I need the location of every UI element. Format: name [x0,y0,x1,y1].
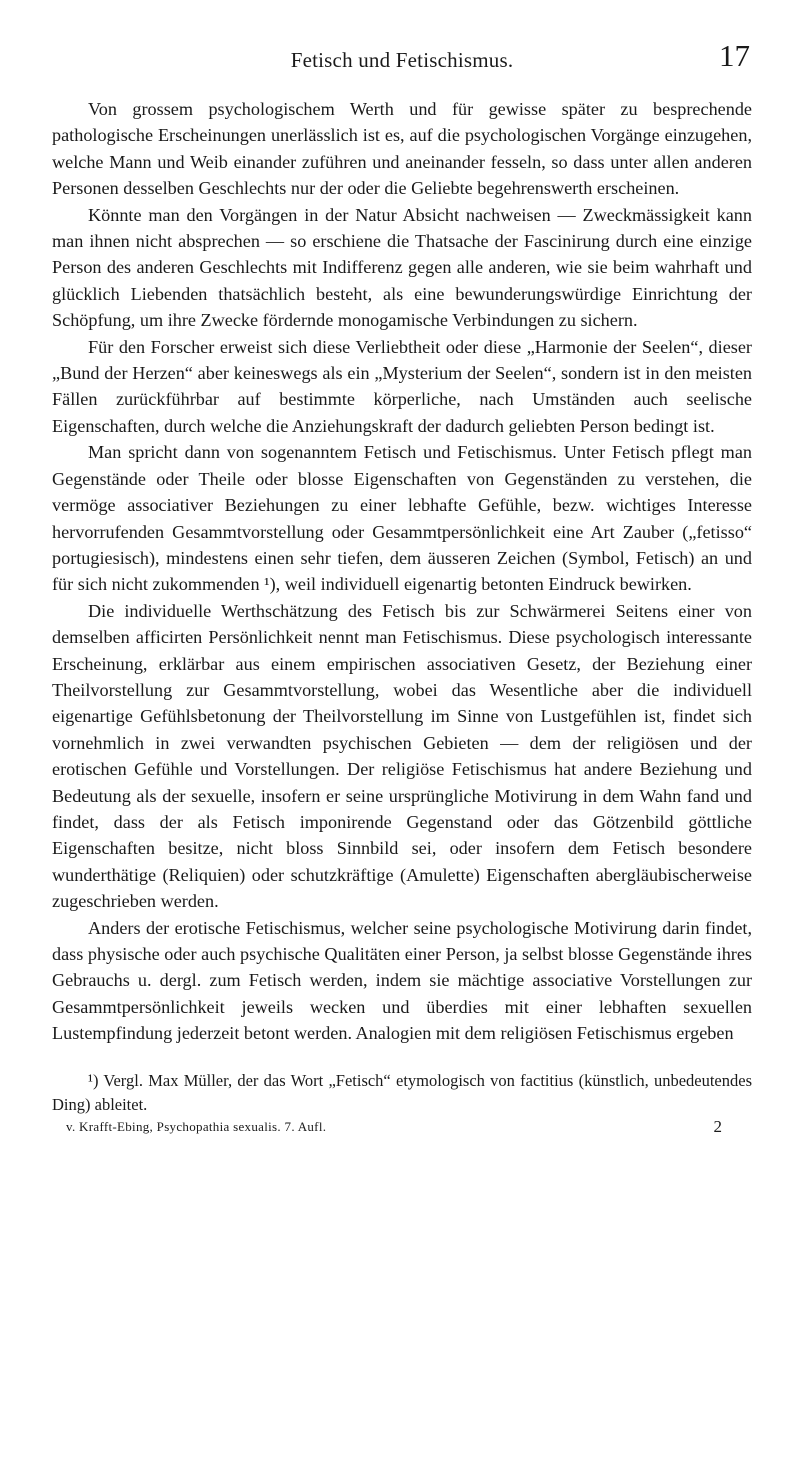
page-header [52,38,752,88]
paragraph: Könnte man den Vorgängen in der Natur Absicht nachweisen — Zweckmässigkeit kann man ihnen nicht absprechen — so erschiene die Thatsache der Fascinirung durch eine einzige Person des anderen Geschlechts mit Indifferenz gegen alle anderen, wie sie beim wahrhaft und glücklich Liebenden thatsächlich besteht, als eine bewunderungswürdige Einrichtung der Schöpfung, um ihre Zwecke fördernde monogamische Verbindungen zu sichern. [52,204,752,331]
paragraph: Man spricht dann von sogenanntem Fetisch und Fetischismus. Unter Fetisch pflegt man Gegenstände oder Theile oder blosse Eigenschaften von Gegenständen zu verstehen, die vermöge associativer Beziehungen zu einer lebhafte Gefühle, bezw. wichtiges Interesse hervorrufenden Gesammtvorstellung oder Gesammtpersönlichkeit eine Art Zauber („fetisso“ portugiesisch), mindestens einen sehr tiefen, dem äusseren Zeichen (Symbol, Fetisch) an und für sich nicht zukommenden ¹), weil individuell eigenartig betonten Eindruck bewirken. [52,442,752,595]
paragraph: Anders der erotische Fetischismus, welcher seine psychologische Motivirung darin findet, dass physische oder auch psychische Qualitäten einer Person, ja selbst blosse Gegenstände ihres Gebrauchs u. dergl. zum Fetisch werden, indem sie mächtige associative Vorstellungen zur Gesammtpersönlichkeit jeweils wecken und überdies mit einer lebhaften sexuellen Lustempfindung jederzeit betont werden. Analogien mit dem religiösen Fetischismus ergeben [52,917,752,1044]
book-page [52,38,752,1141]
paragraph: Von grossem psychologischem Werth und für gewisse später zu besprechende pathologische Erscheinungen unerlässlich ist es, auf die psychologischen Vorgänge einzugehen, welche Mann und Weib einander zuführen und aneinander fesseln, so dass unter allen anderen Personen desselben Geschlechts nur der oder die Geliebte begehrenswerth erscheinen. [52,99,752,199]
signature-line: v. Krafft-Ebing, Psychopathia sexualis. 7. Aufl. [66,1118,327,1134]
page-footer [52,1116,752,1141]
footnote: ¹) Vergl. Max Müller, der das Wort „Fetisch“ etymologisch von factitius (künstlich, unbedeutendes Ding) ableitet. [52,1070,752,1114]
page-number: 17 [719,38,750,73]
paragraph: Für den Forscher erweist sich diese Verliebtheit oder diese „Harmonie der Seelen“, dieser „Bund der Herzen“ aber keineswegs als ein „Mysterium der Seelen“, sondern ist in den meisten Fällen zurückführbar auf bestimmte körperliche, nach Umständen auch seelische Eigenschaften, durch welche die Anziehungskraft der dadurch geliebten Person bedingt ist. [52,336,752,436]
footnotes [52,1069,752,1117]
paragraph: Die individuelle Werthschätzung des Fetisch bis zur Schwärmerei Seitens einer von demselben afficirten Persönlichkeit nennt man Fetischismus. Diese psychologisch interessante Erscheinung, erklärbar aus einem empirischen associativen Gesetz, der Beziehung einer Theilvorstellung zur Gesammtvorstellung, wobei das Wesentliche aber die individuell eigenartige Gefühlsbetonung der Theilvorstellung im Sinne von Lustgefühlen ist, findet sich vornehmlich in zwei verwandten psychischen Gebieten — dem der religiösen und der erotischen Gefühle und Vorstellungen. Der religiöse Fetischismus hat andere Beziehung und Bedeutung als der sexuelle, insofern er seine ursprüngliche Motivirung in dem Wahn fand und findet, dass der als Fetisch imponirende Gegenstand oder das Götzenbild göttliche Eigenschaften besitze, nicht bloss Sinnbild sei, oder insofern dem Fetisch besondere wunderthätige (Reliquien) oder schutzkräftige (Amulette) Eigenschaften abergläubischerweise zugeschrieben werden. [52,600,752,912]
body-text [52,96,752,1047]
running-title: Fetisch und Fetischismus. [290,48,514,72]
sheet-number: 2 [713,1116,722,1136]
